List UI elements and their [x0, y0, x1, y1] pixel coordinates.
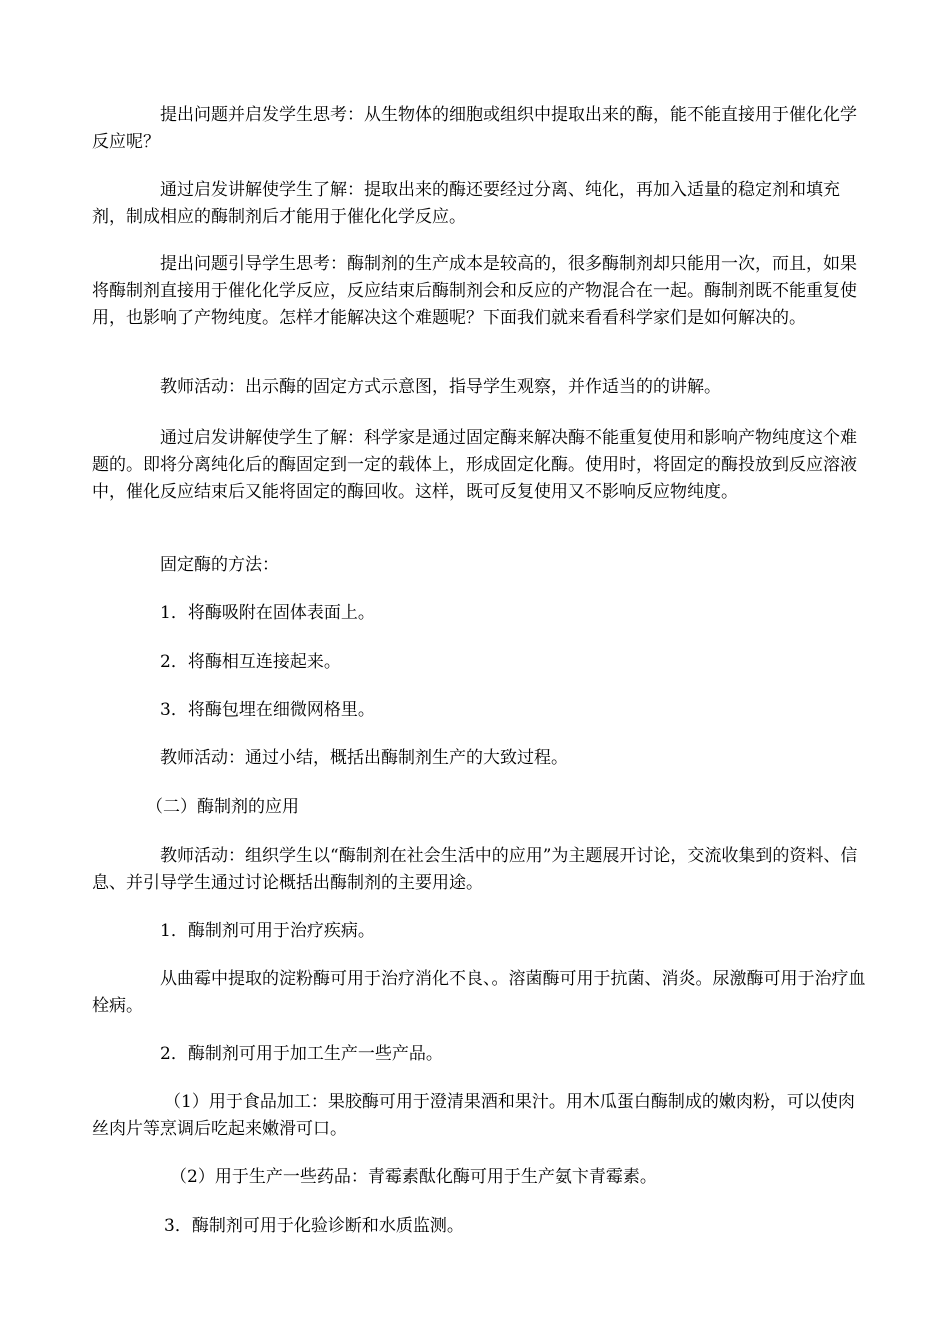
paragraph-methods-heading: 固定酶的方法： — [160, 555, 279, 575]
paragraph-medical-examples: 从曲霉中提取的淀粉酶可用于治疗消化不良、。溶菌酶可用于抗菌、消炎。尿激酶可用于治疗血栓病。 — [92, 969, 866, 1016]
paragraph-teacher-activity-summary: 教师活动：通过小结，概括出酶制剂生产的大致过程。 — [160, 748, 568, 768]
list-item-drug-production: （2）用于生产一些药品：青霉素酞化酶可用于生产氨卞青霉素。 — [170, 1167, 657, 1187]
paragraph-explanation-immobilized: 通过启发讲解使学生了解：科学家是通过固定酶来解决酶不能重复使用和影响产物纯度这个难题的。即将分离纯化后的酶固定到一定的载体上，形成固定化酶。使用时，将固定的酶投放到反应溶液中，催化反应结束后又能将固定的酶回收。这样，既可反复使用又不影响反应物纯度。 — [92, 428, 857, 502]
paragraph-question-extraction: 提出问题并启发学生思考：从生物体的细胞或组织中提取出来的酶，能不能直接用于催化化学反应呢？ — [92, 105, 857, 152]
list-item-method-2: 2．将酶相互连接起来。 — [160, 652, 341, 672]
list-item-use-2: 2．酶制剂可用于加工生产一些产品。 — [160, 1044, 443, 1064]
list-item-use-3: 3．酶制剂可用于化验诊断和水质监测。 — [164, 1216, 464, 1236]
paragraph-teacher-activity-discussion: 教师活动：组织学生以“酶制剂在社会生活中的应用”为主题展开讨论，交流收集到的资料、信息、并引导学生通过讨论概括出酶制剂的主要用途。 — [92, 846, 858, 893]
paragraph-teacher-activity-diagram: 教师活动：出示酶的固定方式示意图，指导学生观察，并作适当的的讲解。 — [160, 377, 721, 397]
list-item-method-3: 3．将酶包埋在细微网格里。 — [160, 700, 375, 720]
list-item-food-processing: （1）用于食品加工：果胶酶可用于澄清果酒和果汁。用木瓜蛋白酶制成的嫩肉粉，可以使肉丝肉片等烹调后吃起来嫩滑可口。 — [92, 1092, 855, 1139]
list-item-use-1: 1．酶制剂可用于治疗疾病。 — [160, 921, 375, 941]
paragraph-question-cost: 提出问题引导学生思考：酶制剂的生产成本是较高的，很多酶制剂却只能用一次，而且，如果将酶制剂直接用于催化化学反应，反应结束后酶制剂会和反应的产物混合在一起。酶制剂既不能重复使用，也影响了产物纯度。怎样才能解决这个难题呢？下面我们就来看看科学家们是如何解决的。 — [92, 254, 857, 328]
section-heading-applications: （二）酶制剂的应用 — [146, 797, 299, 817]
paragraph-explanation-purification: 通过启发讲解使学生了解：提取出来的酶还要经过分离、纯化，再加入适量的稳定剂和填充剂，制成相应的酶制剂后才能用于催化化学反应。 — [92, 180, 840, 227]
list-item-method-1: 1．将酶吸附在固体表面上。 — [160, 603, 375, 623]
